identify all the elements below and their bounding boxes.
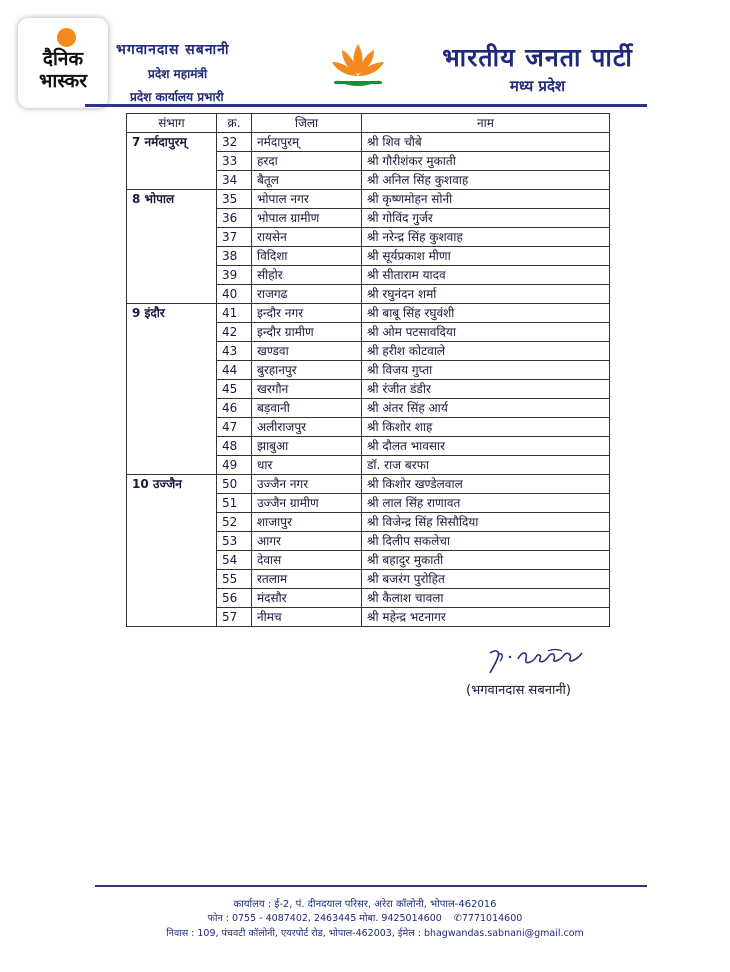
division-cell: 8 भोपाल	[127, 190, 217, 304]
district-cell: बड़वानी	[252, 399, 362, 418]
party-header	[420, 40, 655, 96]
name-cell: श्री विजेन्द्र सिंह सिसौदिया	[362, 513, 610, 532]
number-cell: 53	[217, 532, 252, 551]
number-cell: 54	[217, 551, 252, 570]
district-cell: हरदा	[252, 152, 362, 171]
number-cell: 51	[217, 494, 252, 513]
district-cell: अलीराजपुर	[252, 418, 362, 437]
name-cell: श्री बाबू सिंह रघुवंशी	[362, 304, 610, 323]
newspaper-logo	[18, 18, 108, 108]
name-cell: श्री अंतर सिंह आर्य	[362, 399, 610, 418]
district-cell: उज्जैन नगर	[252, 475, 362, 494]
sender-title: प्रदेश महामंत्री	[148, 67, 208, 81]
district-cell: रतलाम	[252, 570, 362, 589]
signatory-name: (भगवानदास सबनानी)	[466, 683, 571, 698]
header-division: संभाग	[127, 114, 217, 133]
district-cell: खरगौन	[252, 380, 362, 399]
table-body	[127, 133, 610, 627]
name-cell: श्री रंजीत डंडीर	[362, 380, 610, 399]
name-cell: श्री कृष्णमोहन सोनी	[362, 190, 610, 209]
name-cell: श्री बजरंग पुरोहित	[362, 570, 610, 589]
name-cell: श्री सीताराम यादव	[362, 266, 610, 285]
district-cell: भोपाल नगर	[252, 190, 362, 209]
district-cell: मंदसौर	[252, 589, 362, 608]
district-cell: धार	[252, 456, 362, 475]
number-cell: 47	[217, 418, 252, 437]
footer-divider	[95, 885, 647, 887]
division-cell: 7 नर्मदापुरम्	[127, 133, 217, 190]
name-cell: श्री किशोर शाह	[362, 418, 610, 437]
sun-icon	[57, 28, 76, 47]
footer-email: bhagwandas.sabnani@gmail.com	[423, 928, 584, 939]
name-cell: डॉ. राज बरफा	[362, 456, 610, 475]
number-cell: 52	[217, 513, 252, 532]
lotus-icon	[328, 40, 388, 98]
footer-residence: निवास : 109, पंचवटी कॉलोनी, एयरपोर्ट रोड, भोपाल-462003, ईमेल :	[166, 928, 421, 939]
name-cell: श्री कैलाश चावला	[362, 589, 610, 608]
number-cell: 32	[217, 133, 252, 152]
district-cell: खण्डवा	[252, 342, 362, 361]
party-state: मध्य प्रदेश	[509, 77, 566, 95]
district-cell: विदिशा	[252, 247, 362, 266]
table-row	[127, 475, 610, 494]
footer-contacts	[0, 911, 730, 924]
header-number: क्र.	[217, 114, 252, 133]
number-cell: 48	[217, 437, 252, 456]
district-table	[126, 113, 610, 627]
district-cell: रायसेन	[252, 228, 362, 247]
district-cell: नीमच	[252, 608, 362, 627]
number-cell: 39	[217, 266, 252, 285]
number-cell: 33	[217, 152, 252, 171]
division-cell: 9 इंदौर	[127, 304, 217, 475]
number-cell: 37	[217, 228, 252, 247]
number-cell: 36	[217, 209, 252, 228]
division-cell: 10 उज्जैन	[127, 475, 217, 627]
signature-mark	[488, 645, 588, 679]
name-cell: श्री दिलीप सकलेचा	[362, 532, 610, 551]
district-cell: इन्दौर नगर	[252, 304, 362, 323]
number-cell: 35	[217, 190, 252, 209]
district-cell: सीहोर	[252, 266, 362, 285]
district-cell: राजगढ	[252, 285, 362, 304]
header-district: जिला	[252, 114, 362, 133]
name-cell: श्री शिव चौबे	[362, 133, 610, 152]
number-cell: 44	[217, 361, 252, 380]
district-cell: आगर	[252, 532, 362, 551]
number-cell: 45	[217, 380, 252, 399]
table-row	[127, 133, 610, 152]
name-cell: श्री किशोर खण्डेलवाल	[362, 475, 610, 494]
footer-phone: फोन : 0755 - 4087402, 2463445 मोबा. 9425014600	[207, 913, 442, 924]
header-name: नाम	[362, 114, 610, 133]
district-cell: शाजापुर	[252, 513, 362, 532]
name-cell: श्री ओम पटसावदिया	[362, 323, 610, 342]
number-cell: 42	[217, 323, 252, 342]
district-cell: झाबुआ	[252, 437, 362, 456]
name-cell: श्री सूर्यप्रकाश मीणा	[362, 247, 610, 266]
number-cell: 40	[217, 285, 252, 304]
name-cell: श्री नरेन्द्र सिंह कुशवाह	[362, 228, 610, 247]
table-header-row	[127, 114, 610, 133]
name-cell: श्री दौलत भावसार	[362, 437, 610, 456]
name-cell: श्री बहादुर मुकाती	[362, 551, 610, 570]
header-divider	[85, 104, 647, 107]
district-cell: बैतूल	[252, 171, 362, 190]
district-cell: बुरहानपुर	[252, 361, 362, 380]
number-cell: 46	[217, 399, 252, 418]
name-cell: श्री विजय गुप्ता	[362, 361, 610, 380]
number-cell: 55	[217, 570, 252, 589]
name-cell: श्री गौरीशंकर मुकाती	[362, 152, 610, 171]
number-cell: 41	[217, 304, 252, 323]
number-cell: 56	[217, 589, 252, 608]
name-cell: श्री महेन्द्र भटनागर	[362, 608, 610, 627]
name-cell: श्री गोविंद गुर्जर	[362, 209, 610, 228]
logo-line-1: दैनिक	[42, 48, 84, 70]
district-cell: नर्मदापुरम्	[252, 133, 362, 152]
name-cell: श्री रघुनंदन शर्मा	[362, 285, 610, 304]
name-cell: श्री अनिल सिंह कुशवाह	[362, 171, 610, 190]
number-cell: 57	[217, 608, 252, 627]
number-cell: 38	[217, 247, 252, 266]
number-cell: 50	[217, 475, 252, 494]
district-cell: इन्दौर ग्रामीण	[252, 323, 362, 342]
table-row	[127, 190, 610, 209]
sender-name: भगवानदास सबनानी	[116, 42, 230, 58]
table-row	[127, 304, 610, 323]
number-cell: 49	[217, 456, 252, 475]
footer-whatsapp: 7771014600	[461, 913, 523, 924]
district-cell: भोपाल ग्रामीण	[252, 209, 362, 228]
logo-line-2: भास्कर	[38, 70, 88, 92]
district-cell: देवास	[252, 551, 362, 570]
party-name: भारतीय जनता पार्टी	[442, 43, 633, 72]
number-cell: 34	[217, 171, 252, 190]
whatsapp-icon: ✆	[453, 913, 462, 924]
footer-address: कार्यालय : ई-2, पं. दीनदयाल परिसर, अरेरा कॉलोनी, भोपाल-462016	[233, 899, 497, 910]
district-cell: उज्जैन ग्रामीण	[252, 494, 362, 513]
number-cell: 43	[217, 342, 252, 361]
footer-residence-line	[10, 926, 730, 939]
sender-block	[116, 40, 230, 105]
name-cell: श्री हरीश कोटवाले	[362, 342, 610, 361]
sender-role: प्रदेश कार्यालय प्रभारी	[130, 90, 224, 104]
name-cell: श्री लाल सिंह राणावत	[362, 494, 610, 513]
